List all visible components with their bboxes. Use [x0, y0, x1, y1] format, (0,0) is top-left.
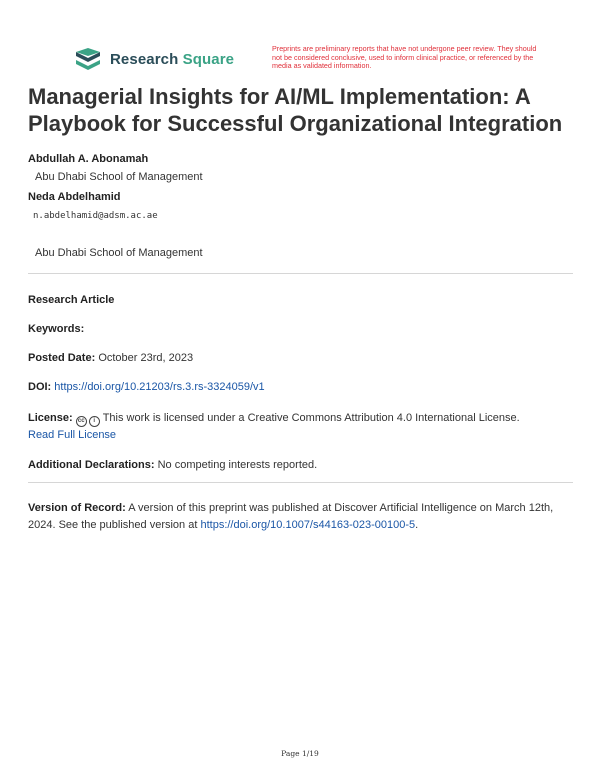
research-square-logo-icon: [74, 47, 102, 71]
divider: [28, 482, 573, 483]
author-name: Abdullah A. Abonamah: [28, 153, 149, 165]
posted-date: Posted Date: October 23rd, 2023: [28, 352, 194, 364]
read-full-license-link[interactable]: Read Full License: [28, 429, 117, 441]
page-number: Page 1/19: [281, 749, 319, 758]
doi: DOI: https://doi.org/10.21203/rs.3.rs-3324059/v1: [28, 381, 265, 393]
doi-link[interactable]: https://doi.org/10.21203/rs.3.rs-3324059/v1: [54, 381, 265, 393]
divider: [28, 273, 573, 274]
author-email[interactable]: n.abdelhamid@adsm.ac.ae: [33, 211, 158, 221]
additional-declarations: Additional Declarations: No competing interests reported.: [28, 459, 318, 471]
author-affiliation: Abu Dhabi School of Management: [35, 247, 203, 259]
preprint-disclaimer: Preprints are preliminary reports that have not undergone peer review. They should not be considered conclusive, used to inform clinical practice, or referenced by the media as validated information.: [272, 44, 537, 71]
license: License: cc i This work is licensed under a Creative Commons Attribution 4.0 International License. Read Full License: [28, 412, 520, 441]
author-affiliation: Abu Dhabi School of Management: [35, 171, 203, 183]
creative-commons-icon: cc i: [76, 416, 100, 427]
paper-title: Managerial Insights for AI/ML Implementation: A Playbook for Successful Organizational Integration: [28, 84, 563, 136]
research-square-logo[interactable]: [74, 47, 234, 71]
published-version-link[interactable]: https://doi.org/10.1007/s44163-023-00100-5: [200, 519, 416, 531]
version-of-record: Version of Record: A version of this preprint was published at Discover Artificial Intelligence on March 12th, 2024. See the published version at https://doi.org/10.1007/s44163-023-00100-5.: [28, 502, 554, 531]
author-name: Neda Abdelhamid: [28, 191, 121, 203]
article-type: Research Article: [28, 294, 115, 306]
logo-text: Research Square: [110, 50, 235, 68]
keywords: Keywords:: [28, 323, 85, 335]
